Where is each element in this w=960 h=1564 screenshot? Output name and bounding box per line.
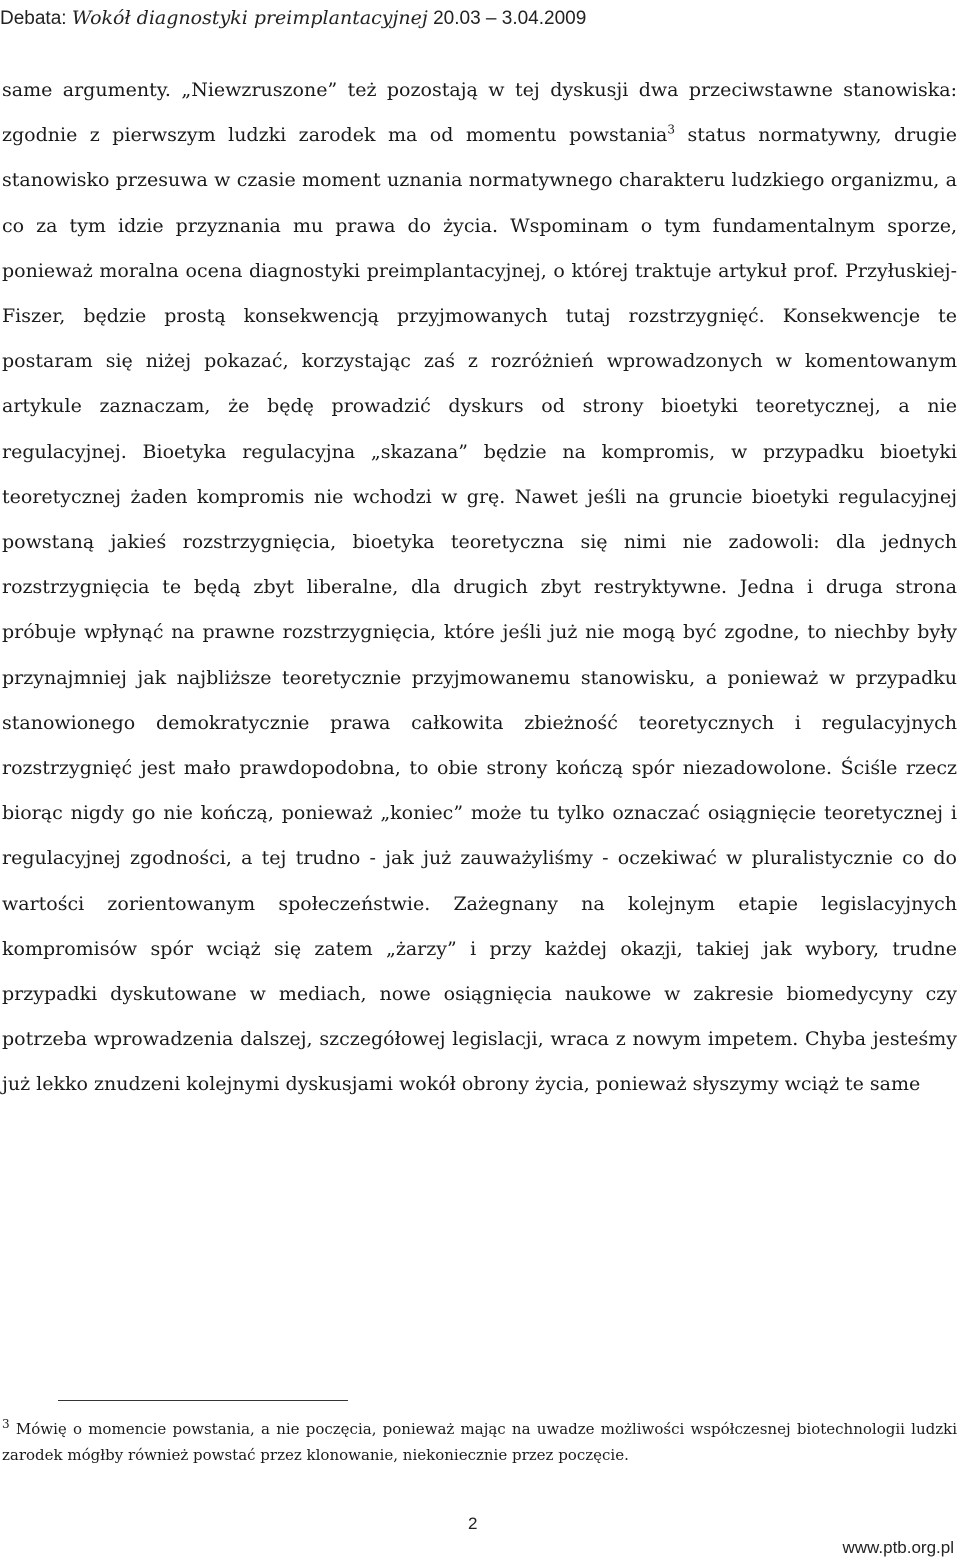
header-prefix: Debata: [0, 8, 72, 29]
body-paragraph [2, 68, 957, 1108]
page-number: 2 [468, 1514, 478, 1533]
header-dates: 20.03 – 3.04.2009 [427, 8, 587, 29]
footnote-text: Mówię o momencie powstania, a nie poczęcia, ponieważ mając na uwadze możliwości współczesnej biotechnologii ludzki zarodek mógłby również powstać przez klonowanie, niekoniecznie przez poczęcie. [2, 1420, 957, 1464]
body-text-part1: same argumenty. „Niewzruszone” też pozostają w tej dyskusji dwa przeciwstawne stanowiska: zgodnie z pierwszym ludzki zarodek ma od momentu powstania [2, 79, 957, 147]
footnote-separator [58, 1400, 348, 1401]
header-title: Wokół diagnostyki preimplantacyjnej [71, 7, 428, 29]
footer-url[interactable]: www.ptb.org.pl [842, 1538, 954, 1557]
footnote [2, 1416, 957, 1468]
body-text-part2: status normatywny, drugie stanowisko przesuwa w czasie moment uznania normatywnego charakteru ludzkiego organizmu, a co za tym idzie przyznania mu prawa do życia. Wspominam o tym fundamentalnym sporze, ponieważ moralna ocena diagnostyki preimplantacyjnej, o której traktuje artykuł prof. Przyłuskiej-Fiszer, będzie prostą konsekwencją przyjmowanych tutaj rozstrzygnięć. Konsekwencje te postaram się niżej pokazać, korzystając zaś z rozróżnień wprowadzonych w komentowanym artykule zaznaczam, że będę prowadzić dyskurs od strony bioetyki teoretycznej, a nie regulacyjnej. Bioetyka regulacyjna „skazana” będzie na kompromis, w przypadku bioetyki teoretycznej żaden kompromis nie wchodzi w grę. Nawet jeśli na gruncie bioetyki regulacyjnej powstaną jakieś rozstrzygnięcia, bioetyka teoretyczna się nimi nie zadowoli: dla jednych rozstrzygnięcia te będą zbyt liberalne, dla drugich zbyt restryktywne. Jedna i druga strona próbuje wpłynąć na prawne rozstrzygnięcia, które jeśli już nie mogą być zgodne, to niechby były przynajmniej jak najbliższe teoretycznie przyjmowanemu stanowisku, a ponieważ w przypadku stanowionego demokratycznie prawa całkowita zbieżność teoretycznych i regulacyjnych rozstrzygnięć jest mało prawdopodobna, to obie strony kończą spór niezadowolone. Ściśle rzecz biorąc nigdy go nie kończą, ponieważ „koniec” może tu tylko oznaczać osiągnięcie teoretycznej i regulacyjnej zgodności, a tej trudno - jak już zauważyliśmy - oczekiwać w pluralistycznie co do wartości zorientowanym społeczeństwie. Zażegnany na kolejnym etapie legislacyjnych kompromisów spór wciąż się zatem „żarzy” i przy każdej okazji, takiej jak wybory, trudne przypadki dyskutowane w mediach, nowe osiągnięcia naukowe w zakresie biomedycyny czy potrzeba wprowadzenia dalszej, szczegółowej legislacji, wraca z nowym impetem. Chyba jesteśmy już lekko znudzeni kolejnymi dyskusjami wokół obrony życia, ponieważ słyszymy wciąż te same [2, 124, 957, 1096]
page-header [0, 0, 960, 36]
footnote-number: 3 [2, 1417, 10, 1431]
footnote-reference[interactable]: 3 [667, 122, 676, 137]
